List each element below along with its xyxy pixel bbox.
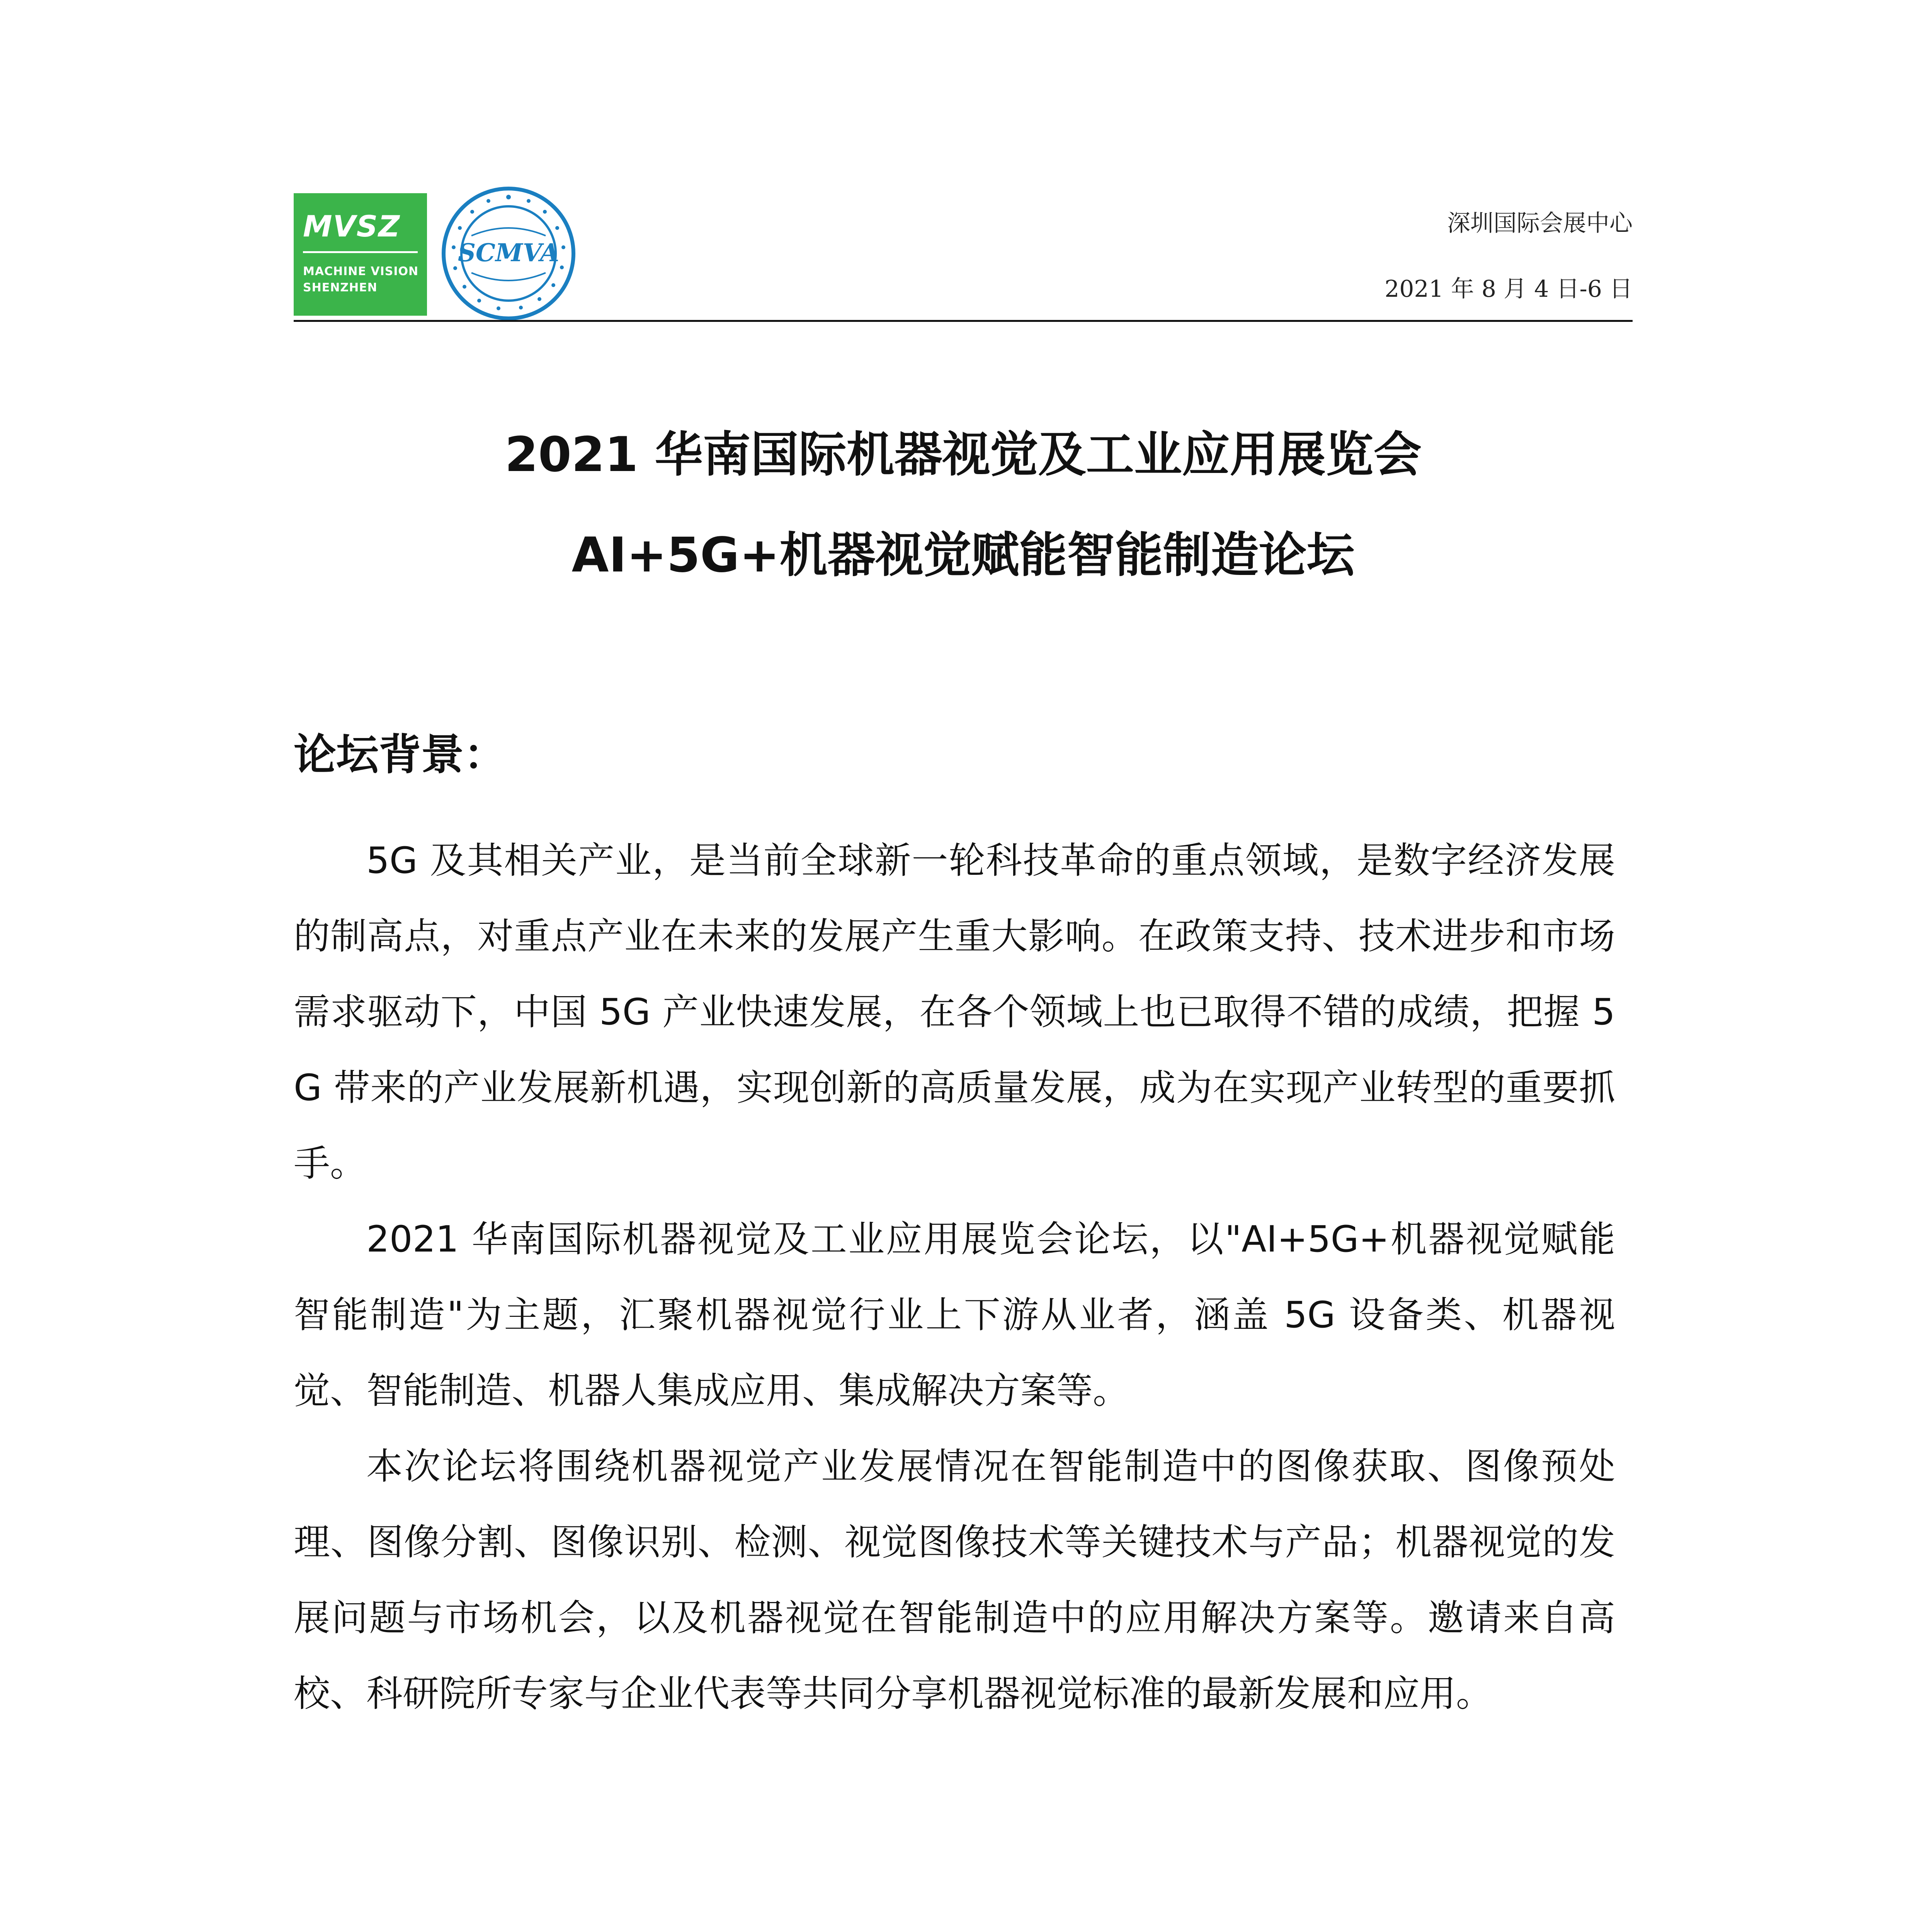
- venue-label: 深圳国际会展中心: [1447, 210, 1633, 237]
- body-paragraph-3: 本次论坛将围绕机器视觉产业发展情况在智能制造中的图像获取、图像预处理、图像分割、图像识别、检测、视觉图像技术等关键技术与产品；机器视觉的发展问题与市场机会，以及机器视觉在智能制造中的应用解决方案等。邀请来自高校、科研院所专家与企业代表等共同分享机器视觉标准的最新发展和应用。: [294, 1446, 1615, 1715]
- mvsz-logo-subtitle-1: MACHINE VISION: [303, 265, 419, 278]
- page-header: [294, 185, 1633, 319]
- scmva-logo-wordmark: SCMVA: [458, 238, 560, 267]
- event-dates: 2021 年 8 月 4 日-6 日: [1385, 276, 1633, 303]
- mvsz-logo-wordmark: MVSZ: [303, 209, 401, 243]
- section-body: [294, 823, 1615, 1732]
- mvsz-logo: [294, 193, 427, 316]
- mvsz-logo-divider: [303, 251, 418, 253]
- section-heading: 论坛背景：: [294, 730, 506, 779]
- document-title-line-2: AI+5G+机器视觉赋能智能制造论坛: [572, 527, 1355, 583]
- body-paragraph-1: 5G 及其相关产业，是当前全球新一轮科技革命的重点领域，是数字经济发展的制高点，对重点产业在未来的发展产生重大影响。在政策支持、技术进步和市场需求驱动下，中国 5G 产业快速发展，在各个领域上也已取得不错的成绩，把握 5G 带来的产业发展新机遇，实现创新的高质量发展，成为在实现产业转型的重要抓手。: [294, 840, 1615, 1185]
- document-title-line-1: 2021 华南国际机器视觉及工业应用展览会: [505, 427, 1422, 483]
- mvsz-logo-subtitle-2: SHENZHEN: [303, 281, 378, 294]
- header-divider: [294, 320, 1633, 322]
- body-paragraph-2: 2021 华南国际机器视觉及工业应用展览会论坛，以"AI+5G+机器视觉赋能智能制造"为主题，汇聚机器视觉行业上下游从业者，涵盖 5G 设备类、机器视觉、智能制造、机器人集成应用、集成解决方案等。: [294, 1218, 1615, 1412]
- scmva-logo: [441, 185, 577, 321]
